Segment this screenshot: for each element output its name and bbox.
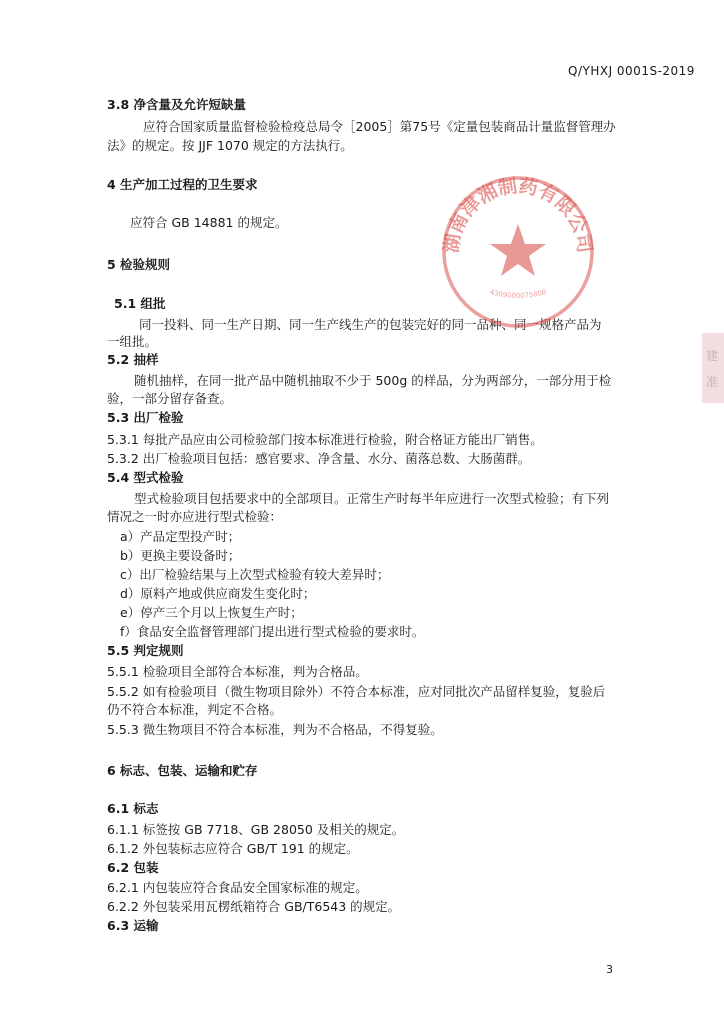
- line-4: 应符合 GB 14881 的规定。: [130, 215, 288, 230]
- line-28: 5.5.3 微生物项目不符合本标准，判为不合格品，不得复验。: [107, 722, 443, 737]
- line-35: 6.2.2 外包装采用瓦楞纸箱符合 GB/T6543 的规定。: [107, 899, 401, 914]
- line-34: 6.2.1 内包装应符合食品安全国家标准的规定。: [107, 880, 368, 895]
- line-29: 6 标志、包装、运输和贮存: [107, 763, 258, 778]
- line-30: 6.1 标志: [107, 801, 159, 816]
- line-0: 3.8 净含量及允许短缺量: [107, 97, 246, 112]
- line-8: 一组批。: [107, 334, 158, 349]
- line-6: 5.1 组批: [114, 296, 166, 311]
- line-18: a）产品定型投产时；: [120, 529, 241, 544]
- line-23: f）食品安全监督管理部门提出进行型式检验的要求时。: [120, 624, 425, 639]
- line-10: 随机抽样，在同一批产品中随机抽取不少于 500g 的样品，分为两部分，一部分用于检: [134, 373, 612, 388]
- line-12: 5.3 出厂检验: [107, 410, 184, 425]
- line-22: e）停产三个月以上恢复生产时；: [120, 605, 303, 620]
- line-20: c）出厂检验结果与上次型式检验有较大差异时；: [120, 567, 390, 582]
- line-25: 5.5.1 检验项目全部符合本标准，判为合格品。: [107, 664, 368, 679]
- line-19: b）更换主要设备时；: [120, 548, 241, 563]
- line-2: 法》的规定。按 JJF 1070 规定的方法执行。: [107, 138, 353, 153]
- line-27: 仍不符合本标准，判定不合格。: [107, 702, 283, 717]
- line-33: 6.2 包装: [107, 860, 159, 875]
- edge-mark-1: 准: [706, 375, 719, 389]
- edge-stamp-fragment: [702, 333, 724, 403]
- line-7: 同一投料、同一生产日期、同一生产线生产的包装完好的同一品种、同一规格产品为: [139, 317, 602, 332]
- line-11: 验，一部分留存备查。: [107, 391, 233, 406]
- line-16: 型式检验项目包括要求中的全部项目。正常生产时每半年应进行一次型式检验；有下列: [134, 491, 610, 506]
- line-3: 4 生产加工过程的卫生要求: [107, 177, 258, 192]
- line-32: 6.1.2 外包装标志应符合 GB/T 191 的规定。: [107, 841, 359, 856]
- line-24: 5.5 判定规则: [107, 643, 184, 658]
- line-14: 5.3.2 出厂检验项目包括：感官要求、净含量、水分、菌落总数、大肠菌群。: [107, 451, 531, 466]
- line-1: 应符合国家质量监督检验检疫总局令［2005］第75号《定量包装商品计量监督管理办: [143, 119, 616, 134]
- document-number: Q/YHXJ 0001S-2019: [568, 64, 695, 78]
- line-21: d）原料产地或供应商发生变化时；: [120, 586, 316, 601]
- line-13: 5.3.1 每批产品应由公司检验部门按本标准进行检验，附合格证方能出厂销售。: [107, 432, 543, 447]
- line-31: 6.1.1 标签按 GB 7718、GB 28050 及相关的规定。: [107, 822, 405, 837]
- line-36: 6.3 运输: [107, 918, 159, 933]
- line-26: 5.5.2 如有检验项目（微生物项目除外）不符合本标准，应对同批次产品留样复验，复验后: [107, 684, 606, 699]
- svg-text:湖南津湘制药有限公司: 湖南津湘制药有限公司: [440, 175, 596, 255]
- company-seal-stamp: [438, 172, 598, 332]
- line-9: 5.2 抽样: [107, 352, 159, 367]
- line-17: 情况之一时亦应进行型式检验：: [107, 509, 283, 524]
- page-number: 3: [606, 963, 613, 976]
- line-15: 5.4 型式检验: [107, 470, 184, 485]
- line-5: 5 检验规则: [107, 257, 171, 272]
- svg-text:4309000075808: 4309000075808: [488, 288, 548, 300]
- edge-mark-0: 建: [706, 349, 719, 363]
